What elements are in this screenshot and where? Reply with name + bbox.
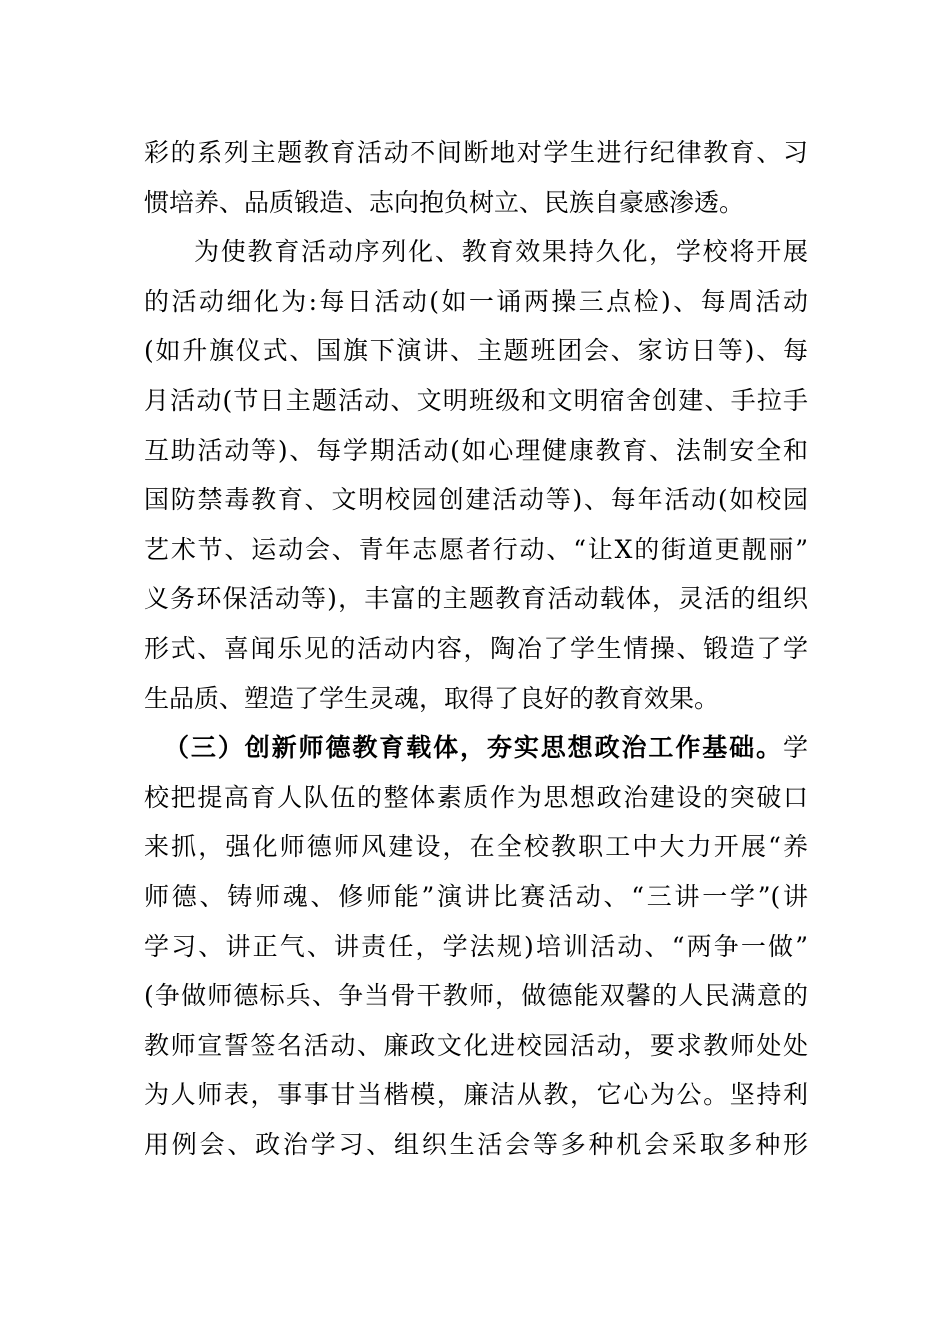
paragraph-1-line-1: 彩的系列主题教育活动不间断地对学生进行纪律教育、习 bbox=[144, 138, 808, 167]
paragraph-3-line-4: 学习、讲正气、讲责任，学法规)培训活动、“两争一做” bbox=[144, 931, 808, 961]
section-heading-tail: 学 bbox=[782, 733, 808, 763]
paragraph-2-line-6: 国防禁毒教育、文明校园创建活动等)、每年活动(如校园 bbox=[144, 485, 808, 515]
paragraph-2-line-7: 艺术节、运动会、青年志愿者行动、“让X的街道更靓丽” bbox=[144, 534, 808, 564]
document-body bbox=[144, 128, 808, 1169]
paragraph-2-line-10: 生品质、塑造了学生灵魂，取得了良好的教育效果。 bbox=[144, 683, 720, 713]
paragraph-3-line-2: 来抓，强化师德师风建设，在全校教职工中大力开展“养 bbox=[144, 832, 808, 862]
paragraph-2-line-5: 互助活动等)、每学期活动(如心理健康教育、法制安全和 bbox=[144, 435, 808, 465]
paragraph-3-line-7: 为人师表，事事甘当楷模，廉洁从教，它心为公。坚持利 bbox=[144, 1080, 808, 1110]
paragraph-2-line-8: 义务环保活动等)，丰富的主题教育活动载体，灵活的组织 bbox=[144, 584, 808, 614]
paragraph-3-line-1: 校把提高育人队伍的整体素质作为思想政治建设的突破口 bbox=[144, 782, 808, 812]
paragraph-2-line-2: 的活动细化为:每日活动(如一诵两操三点检)、每周活动 bbox=[144, 286, 808, 316]
paragraph-2-line-3: (如升旗仪式、国旗下演讲、主题班团会、家访日等)、每 bbox=[144, 336, 808, 366]
paragraph-3-heading-line bbox=[144, 723, 808, 773]
paragraph-1-line-2: 惯培养、品质锻造、志向抱负树立、民族自豪感渗透。 bbox=[144, 187, 745, 217]
paragraph-3-line-3: 师德、铸师魂、修师能”演讲比赛活动、“三讲一学”(讲 bbox=[144, 881, 808, 911]
paragraph-2-line-4: 月活动(节日主题活动、文明班级和文明宿舍创建、手拉手 bbox=[144, 385, 808, 415]
paragraph-3-line-8: 用例会、政治学习、组织生活会等多种机会采取多种形 bbox=[144, 1129, 808, 1159]
paragraph-3-line-5: (争做师德标兵、争当骨干教师，做德能双馨的人民满意的 bbox=[144, 981, 808, 1011]
paragraph-2-line-1: 为使教育活动序列化、教育效果持久化，学校将开展 bbox=[194, 237, 808, 267]
paragraph-3-line-6: 教师宣誓签名活动、廉政文化进校园活动，要求教师处处 bbox=[144, 1030, 808, 1060]
section-heading: （三）创新师德教育载体，夯实思想政治工作基础。 bbox=[164, 733, 783, 763]
paragraph-2-line-9: 形式、喜闻乐见的活动内容，陶冶了学生情操、锻造了学 bbox=[144, 633, 808, 663]
